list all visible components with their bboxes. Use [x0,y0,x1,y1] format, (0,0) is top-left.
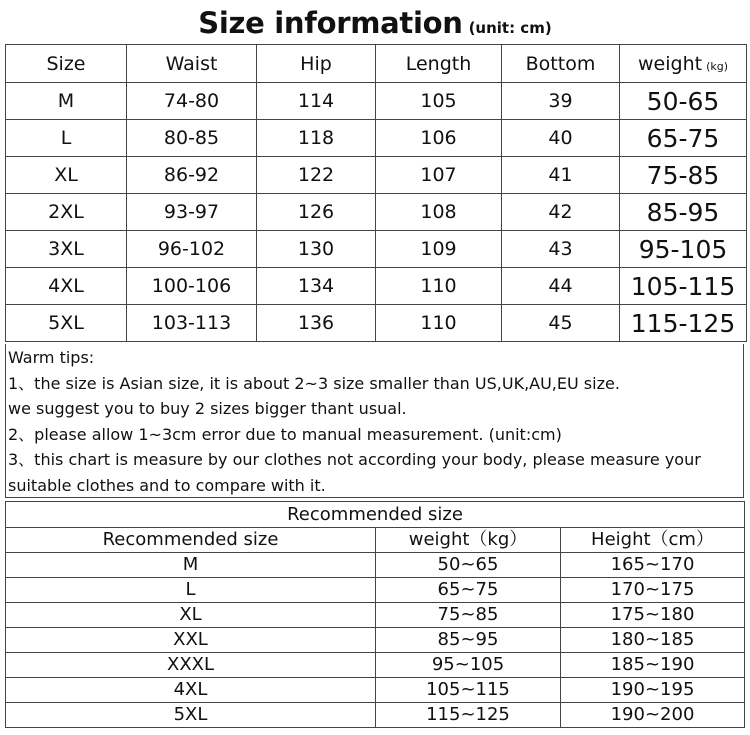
table-cell: 4XL [6,268,127,305]
recommended-header-cell: weight（kg） [376,528,561,553]
table-cell: L [6,120,127,157]
table-cell: 41 [502,157,620,194]
size-table [5,44,747,342]
table-cell: 109 [376,231,502,268]
tip-line: 1、the size is Asian size, it is about 2~3 size smaller than US,UK,AU,EU size. [8,373,620,393]
table-cell: 105-115 [620,268,747,305]
table-row [6,628,745,653]
tip-line: 2、please allow 1~3cm error due to manual measurement. (unit:cm) [8,424,562,444]
table-row [6,268,747,305]
size-table-header-cell [502,45,620,83]
table-cell: XL [6,603,376,628]
table-cell: 65-75 [620,120,747,157]
table-row [6,703,745,728]
table-cell: 110 [376,305,502,342]
table-cell: 115-125 [620,305,747,342]
table-cell: XL [6,157,127,194]
header-label: Waist [165,52,218,75]
recommended-header-row [6,528,745,553]
table-row [6,553,745,578]
tip-line: suitable clothes and to compare with it. [8,475,326,495]
title-main: Size information [198,6,463,40]
table-cell: 96-102 [127,231,257,268]
warm-tips [5,344,744,498]
recommended-size-table [5,501,745,728]
table-cell: 40 [502,120,620,157]
table-cell: 80-85 [127,120,257,157]
title-unit: (unit: cm) [468,19,552,37]
tip-line: 3、this chart is measure by our clothes not according your body, please measure your [8,450,701,469]
table-cell: 175~180 [561,603,745,628]
table-cell: 75~85 [376,603,561,628]
table-cell: 118 [257,120,376,157]
table-cell: L [6,578,376,603]
table-cell: 126 [257,194,376,231]
recommended-header-cell: Recommended size [6,528,376,553]
recommended-title: Recommended size [6,502,745,528]
table-cell: 45 [502,305,620,342]
table-row [6,83,747,120]
table-cell: 42 [502,194,620,231]
table-cell: 190~195 [561,678,745,703]
table-cell: 2XL [6,194,127,231]
table-cell: 4XL [6,678,376,703]
table-row [6,578,745,603]
size-table-header-cell [6,45,127,83]
table-row [6,231,747,268]
table-row [6,194,747,231]
tip-line: Warm tips: [8,348,95,367]
size-table-header-cell [376,45,502,83]
table-cell: 43 [502,231,620,268]
table-cell: 50-65 [620,83,747,120]
table-cell: 95~105 [376,653,561,678]
tip-line: we suggest you to buy 2 sizes bigger thant usual. [8,399,407,418]
header-label: weight [638,52,703,75]
header-label: Bottom [525,52,596,75]
table-cell: 190~200 [561,703,745,728]
table-cell: 5XL [6,305,127,342]
table-cell: 108 [376,194,502,231]
table-cell: 114 [257,83,376,120]
table-cell: 110 [376,268,502,305]
table-cell: 165~170 [561,553,745,578]
table-cell: 93-97 [127,194,257,231]
table-row [6,653,745,678]
table-cell: 85~95 [376,628,561,653]
table-cell: 180~185 [561,628,745,653]
table-cell: 5XL [6,703,376,728]
table-row [6,120,747,157]
size-table-header-cell [620,45,747,83]
table-cell: 100-106 [127,268,257,305]
table-cell: 105 [376,83,502,120]
table-cell: XXXL [6,653,376,678]
table-cell: 3XL [6,231,127,268]
table-cell: 86-92 [127,157,257,194]
table-cell: 65~75 [376,578,561,603]
header-label: Hip [300,52,332,75]
recommended-title-row [6,502,745,528]
table-cell: 103-113 [127,305,257,342]
table-cell: M [6,553,376,578]
table-cell: 74-80 [127,83,257,120]
weight-unit: (kg) [706,59,728,73]
table-cell: 85-95 [620,194,747,231]
table-cell: 122 [257,157,376,194]
page-title [0,0,750,44]
table-row [6,678,745,703]
table-cell: XXL [6,628,376,653]
size-table-header-row [6,45,747,83]
table-cell: 50~65 [376,553,561,578]
table-cell: 107 [376,157,502,194]
size-table-header-cell [127,45,257,83]
table-cell: 75-85 [620,157,747,194]
table-cell: 106 [376,120,502,157]
table-cell: 115~125 [376,703,561,728]
table-cell: 95-105 [620,231,747,268]
table-row [6,305,747,342]
recommended-header-cell: Height（cm） [561,528,745,553]
table-cell: 134 [257,268,376,305]
table-cell: M [6,83,127,120]
table-cell: 105~115 [376,678,561,703]
size-table-header-cell [257,45,376,83]
header-label: Size [46,52,86,75]
table-cell: 44 [502,268,620,305]
header-label: Length [405,52,472,75]
table-cell: 130 [257,231,376,268]
table-row [6,603,745,628]
table-cell: 136 [257,305,376,342]
table-cell: 185~190 [561,653,745,678]
table-row [6,157,747,194]
table-cell: 39 [502,83,620,120]
table-cell: 170~175 [561,578,745,603]
